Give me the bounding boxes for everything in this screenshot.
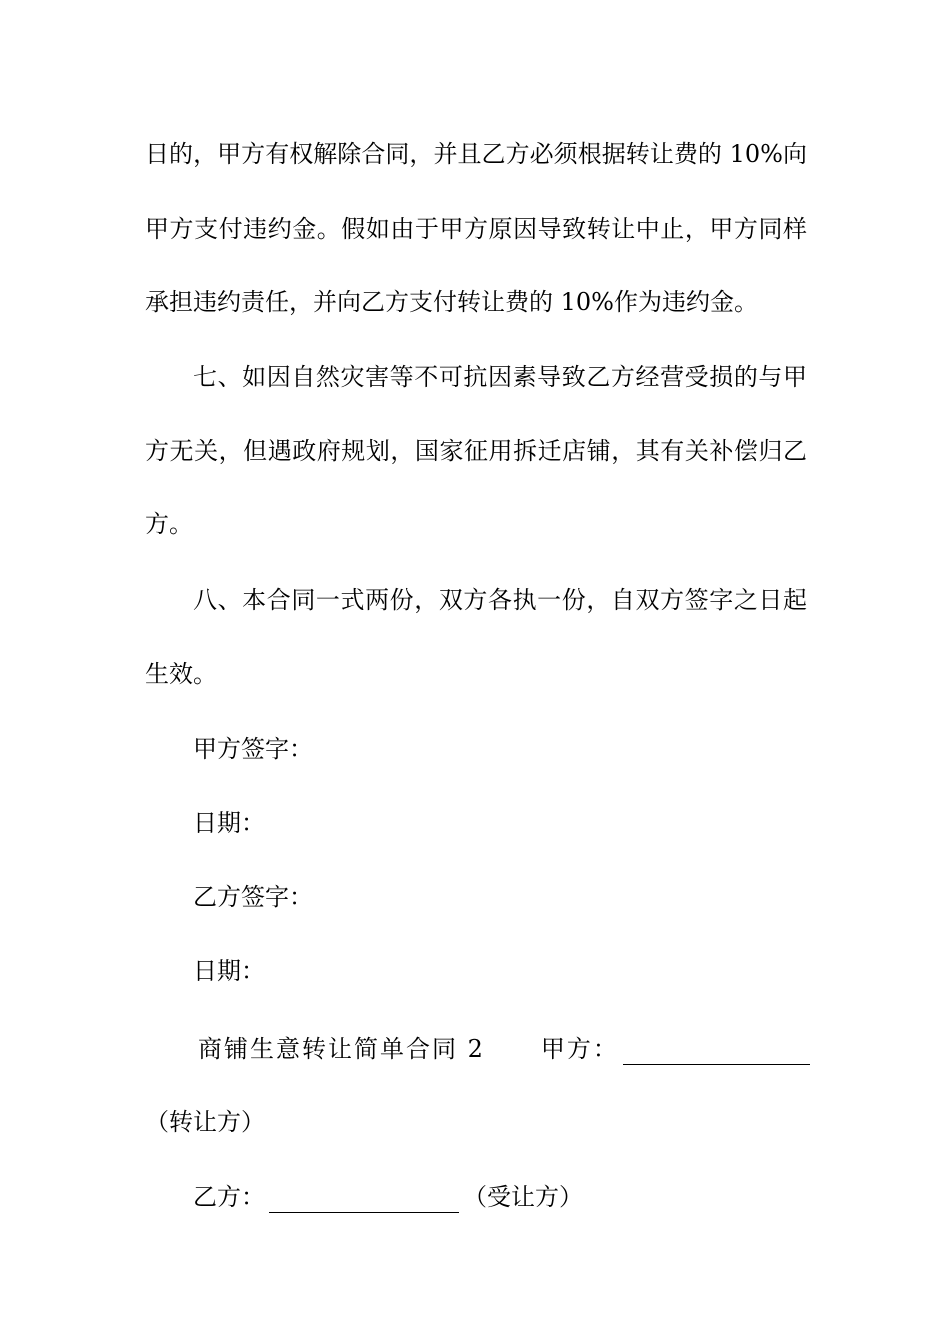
contract-2-title: 商铺生意转让简单合同 2 <box>198 1035 485 1063</box>
party-a-blank-field[interactable] <box>623 1038 810 1065</box>
party-a-date-label: 日期： <box>193 809 265 837</box>
party-b-signature-label: 乙方签字： <box>193 883 313 911</box>
party-b-line <box>193 1181 807 1213</box>
paragraph-6-line-1: 日的，甲方有权解除合同，并且乙方必须根据转让费的 10%向 <box>145 140 807 168</box>
paragraph-7-line-3: 方。 <box>145 510 193 538</box>
paragraph-6-line-3: 承担违约责任，并向乙方支付转让费的 10%作为违约金。 <box>145 288 758 316</box>
party-b-date-label: 日期： <box>193 957 265 985</box>
party-b-blank-field[interactable] <box>269 1186 459 1213</box>
party-a-label: 甲方： <box>540 1035 619 1063</box>
paragraph-7-line-1: 七、如因自然灾害等不可抗因素导致乙方经营受损的与甲 <box>193 363 807 391</box>
paragraph-6-line-2: 甲方支付违约金。假如由于甲方原因导致转让中止，甲方同样 <box>145 215 807 243</box>
party-a-signature-label: 甲方签字： <box>193 735 313 763</box>
contract-2-header-line <box>198 1033 810 1065</box>
party-a-role: （转让方） <box>145 1108 265 1136</box>
paragraph-8-line-2: 生效。 <box>145 660 217 688</box>
party-b-label: 乙方： <box>193 1183 265 1211</box>
paragraph-8-line-1: 八、本合同一式两份，双方各执一份，自双方签字之日起 <box>193 586 807 614</box>
paragraph-7-line-2: 方无关，但遇政府规划，国家征用拆迁店铺，其有关补偿归乙 <box>145 437 807 465</box>
party-b-role: （受让方） <box>463 1183 583 1211</box>
